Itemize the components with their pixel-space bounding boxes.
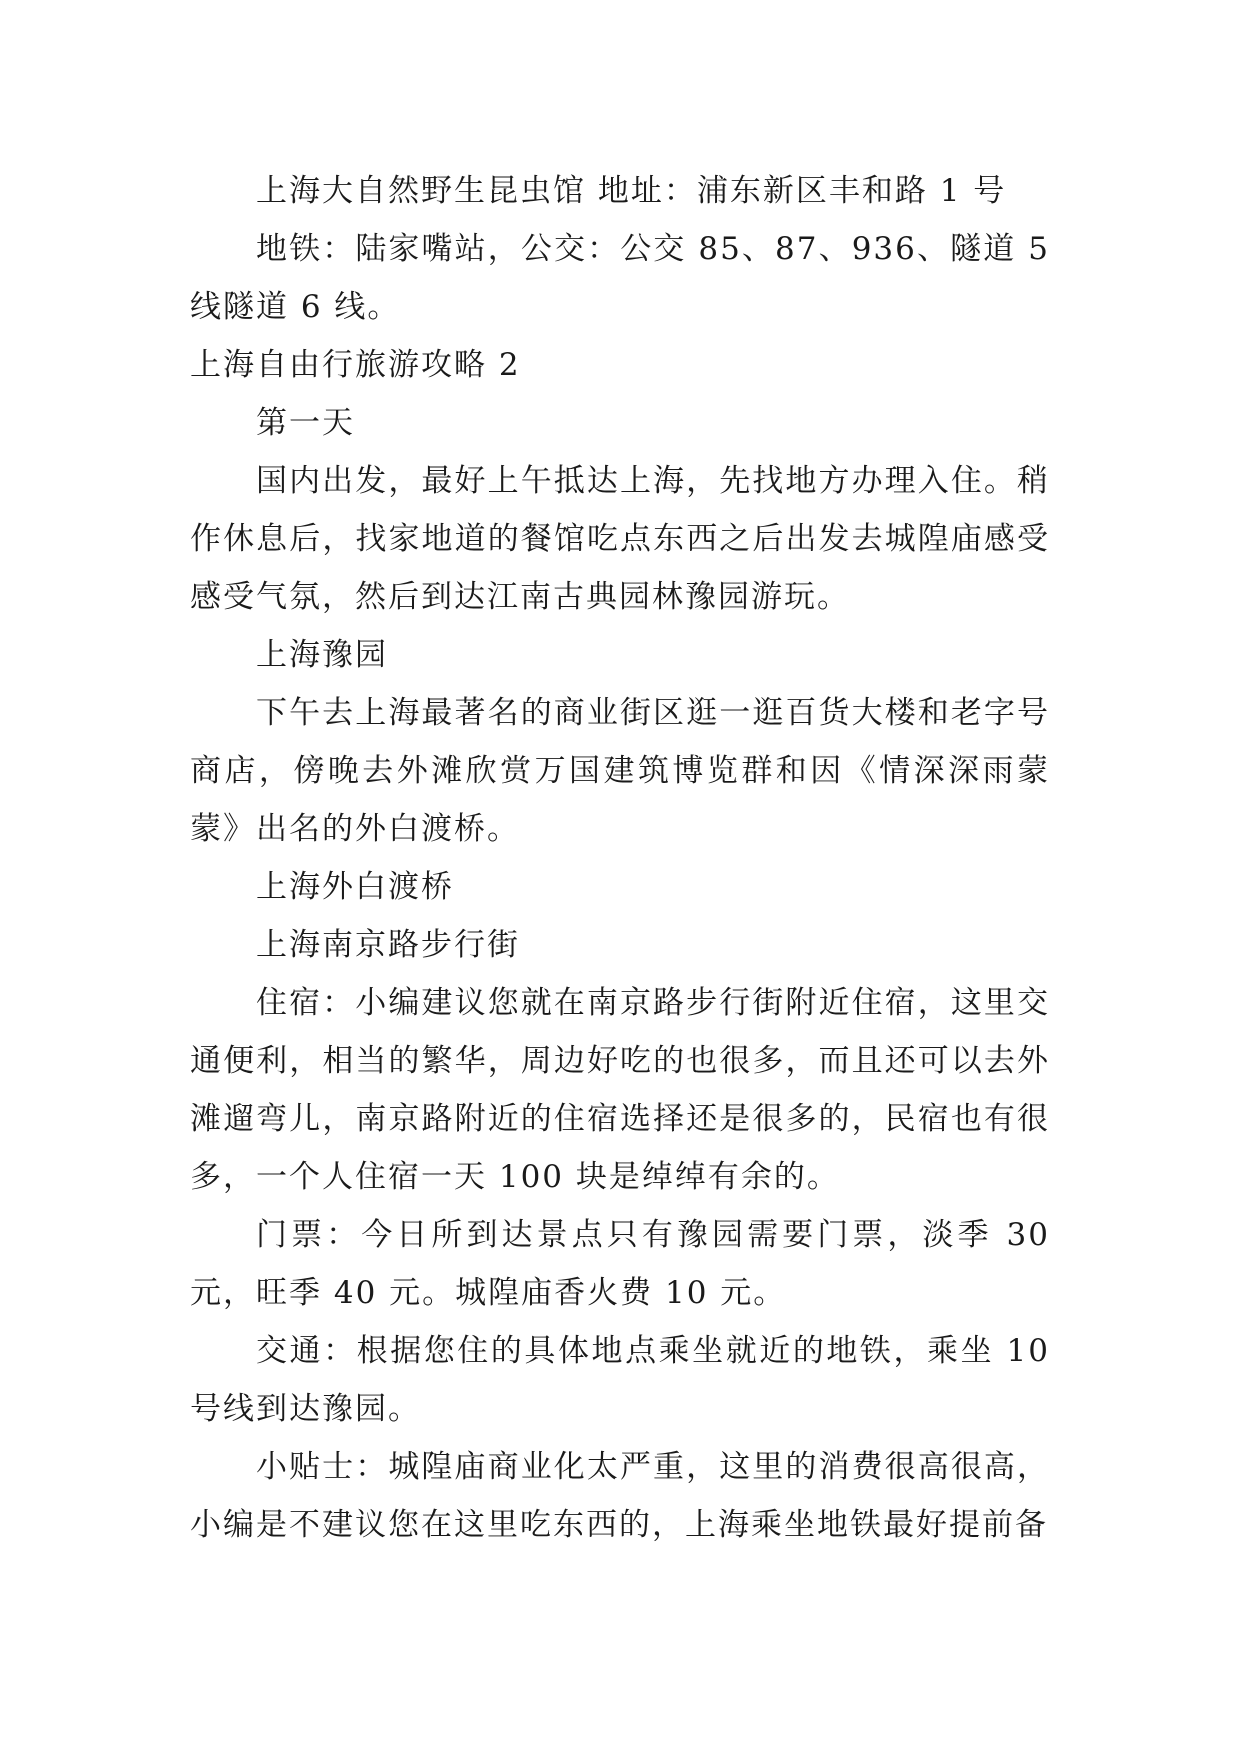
paragraph-transport-info: 地铁：陆家嘴站，公交：公交 85、87、936、隧道 5 线隧道 6 线。 <box>190 231 1050 325</box>
paragraph-tickets: 门票：今日所到达景点只有豫园需要门票，淡季 30 元，旺季 40 元。城隍庙香火费 10 元。 <box>190 1217 1050 1311</box>
paragraph-nanjing-road-caption: 上海南京路步行街 <box>256 927 520 963</box>
paragraph-afternoon: 下午去上海最著名的商业街区逛一逛百货大楼和老字号商店，傍晚去外滩欣赏万国建筑博览群和因《情深深雨蒙蒙》出名的外白渡桥。 <box>190 695 1050 847</box>
paragraph-tips: 小贴士：城隍庙商业化太严重，这里的消费很高很高，小编是不建议您在这里吃东西的，上海乘坐地铁最好提前备 <box>190 1449 1050 1543</box>
document-body <box>190 162 1050 1554</box>
paragraph-day-one: 第一天 <box>256 405 355 441</box>
paragraph-bridge-caption: 上海外白渡桥 <box>256 869 454 905</box>
paragraph-accommodation: 住宿：小编建议您就在南京路步行街附近住宿，这里交通便利，相当的繁华，周边好吃的也很多，而且还可以去外滩遛弯儿，南京路附近的住宿选择还是很多的，民宿也有很多，一个人住宿一天 100 块是绰绰有余的。 <box>190 985 1050 1195</box>
paragraph-traffic: 交通：根据您住的具体地点乘坐就近的地铁，乘坐 10 号线到达豫园。 <box>190 1333 1050 1427</box>
paragraph-insect-museum-address: 上海大自然野生昆虫馆 地址：浦东新区丰和路 1 号 <box>256 173 1007 209</box>
paragraph-yuyuan-caption: 上海豫园 <box>256 637 388 673</box>
paragraph-arrival: 国内出发，最好上午抵达上海，先找地方办理入住。稍作休息后，找家地道的餐馆吃点东西之后出发去城隍庙感受感受气氛，然后到达江南古典园林豫园游玩。 <box>190 463 1050 615</box>
section-title: 上海自由行旅游攻略 2 <box>190 347 521 383</box>
